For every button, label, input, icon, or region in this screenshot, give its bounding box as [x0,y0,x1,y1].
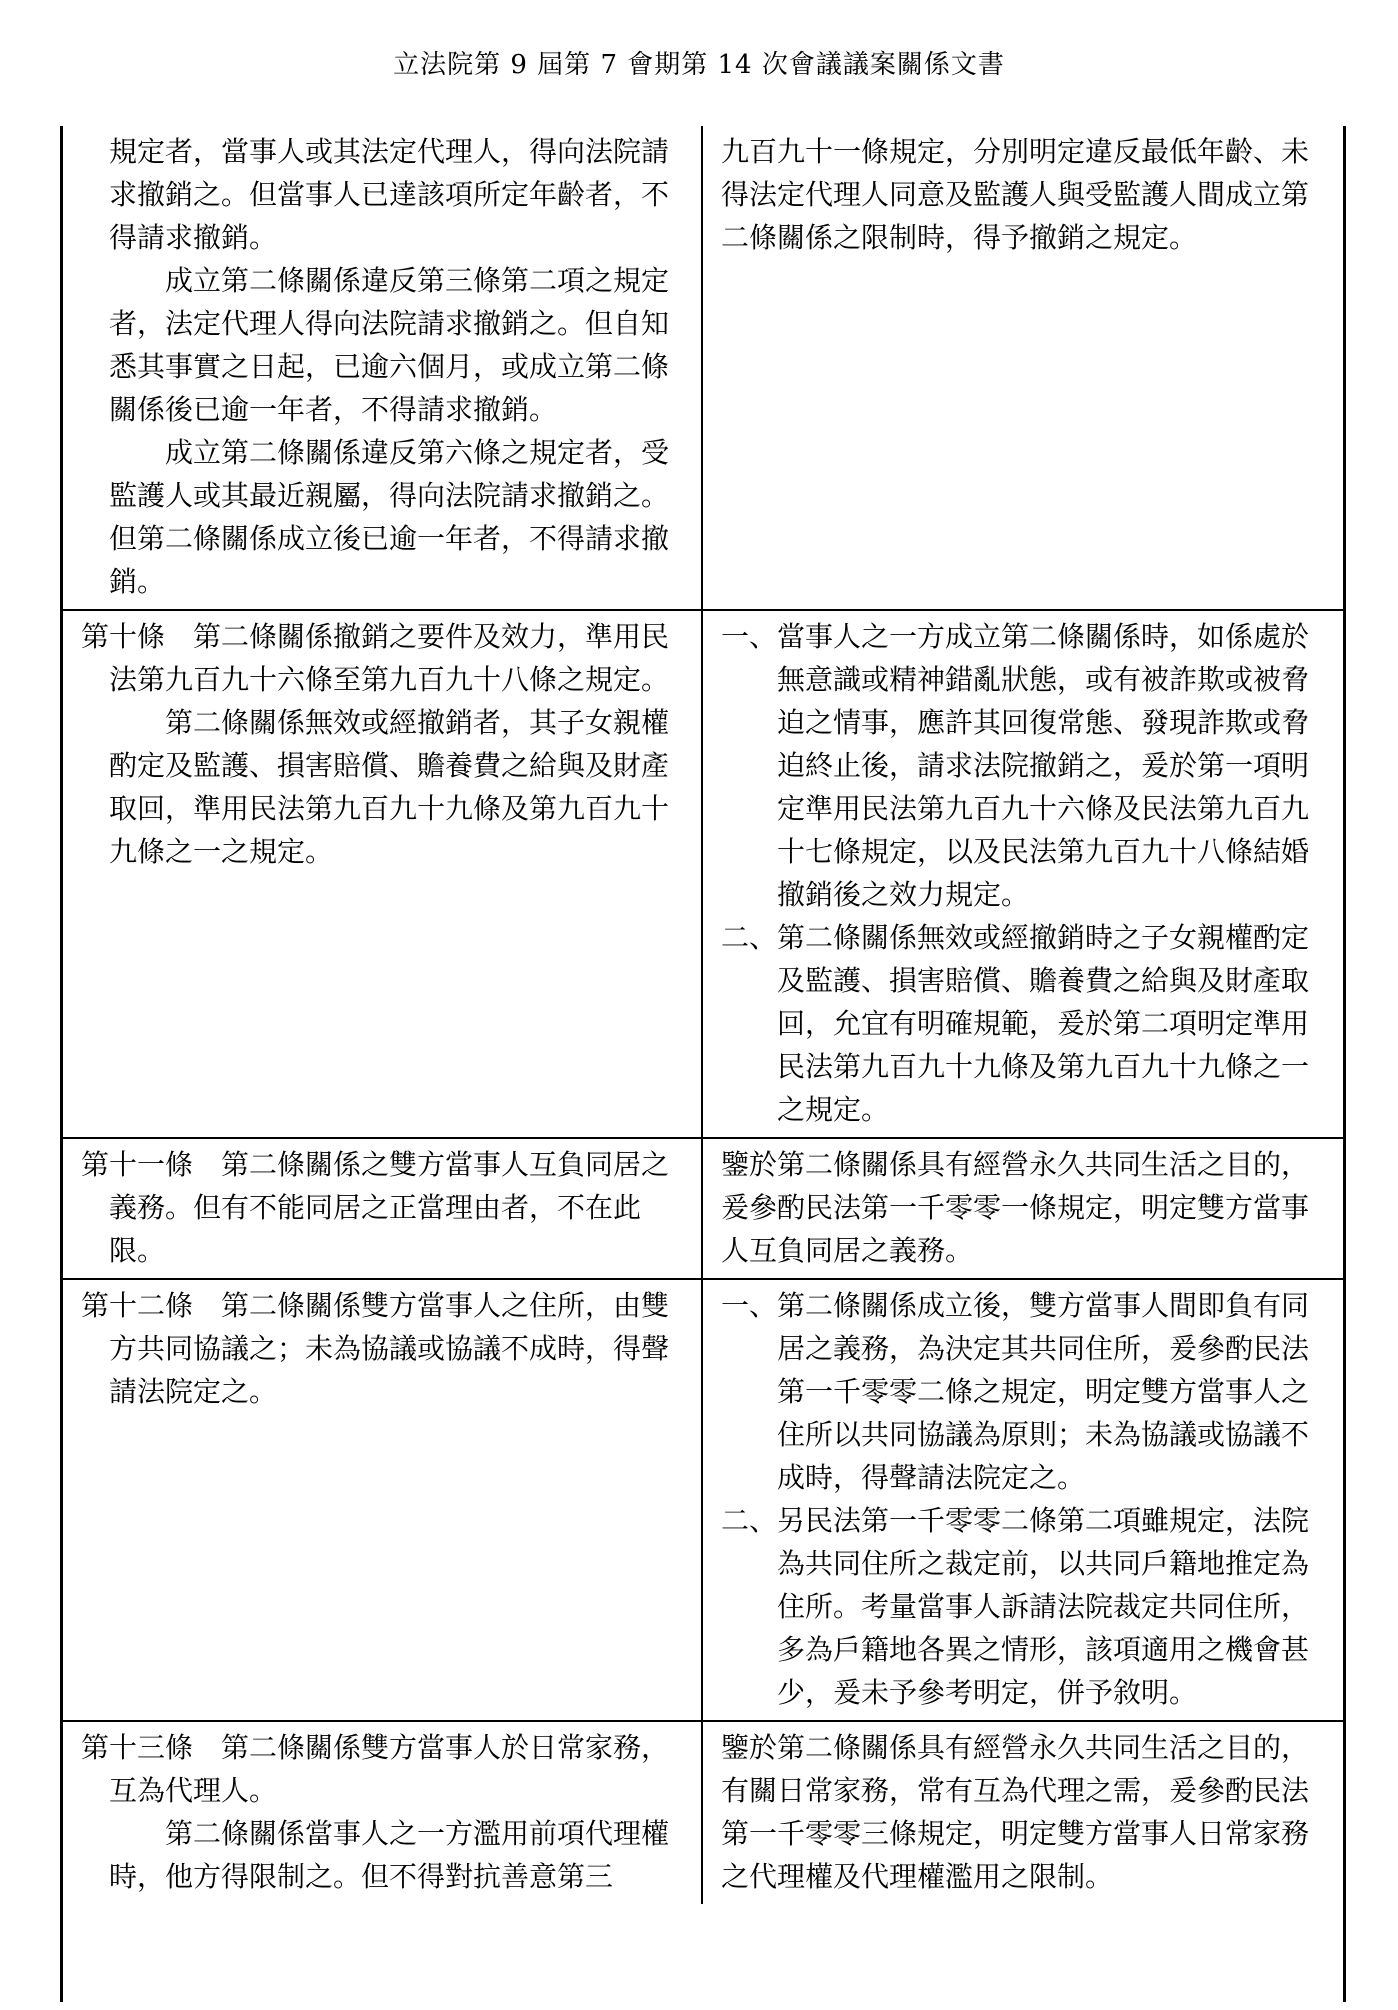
article-paragraph: 成立第二條關係違反第六條之規定者，受監護人或其最近親屬，得向法院請求撤銷之。但第二條關係成立後已逾一年者，不得請求撤銷。 [109,436,670,598]
explanation-cell [703,1722,1343,1904]
article-text-cell [63,1139,703,1278]
table-row [63,1720,1343,1904]
comparison-table [60,126,1346,2002]
article-text-cell [63,611,703,1137]
explanation-cell [703,1139,1343,1278]
explanation-paragraph: 鑒於第二條關係具有經營永久共同生活之目的，爰參酌民法第一千零零一條規定，明定雙方當事人互負同居之義務。 [721,1148,1310,1267]
explanation-item: 二、另民法第一千零零二條第二項雖規定，法院為共同住所之裁定前，以共同戶籍地推定為住所。考量當事人訴請法院裁定共同住所，多為戶籍地各異之情形，該項適用之機會甚少，爰未予參考明定，併予敘明。 [721,1504,1310,1709]
table-row [63,1278,1343,1720]
article-text-cell [63,126,703,609]
article-heading-paragraph: 第十一條 第二條關係之雙方當事人互負同居之義務。但有不能同居之正當理由者，不在此限。 [81,1148,670,1267]
explanation-item: 一、第二條關係成立後，雙方當事人間即負有同居之義務，為決定其共同住所，爰參酌民法第一千零零二條之規定，明定雙方當事人之住所以共同協議為原則；未為協議或協議不成時，得聲請法院定之。 [721,1289,1310,1494]
article-heading-paragraph: 第十二條 第二條關係雙方當事人之住所，由雙方共同協議之；未為協議或協議不成時，得聲請法院定之。 [81,1289,670,1408]
article-paragraph: 規定者，當事人或其法定代理人，得向法院請求撤銷之。但當事人已達該項所定年齡者，不得請求撤銷。 [109,135,670,254]
explanation-cell [703,126,1343,609]
explanation-item: 二、第二條關係無效或經撤銷時之子女親權酌定及監護、損害賠償、贍養費之給與及財產取回，允宜有明確規範，爰於第二項明定準用民法第九百九十九條及第九百九十九條之一之規定。 [721,921,1310,1126]
explanation-cell [703,611,1343,1137]
table-row [63,1137,1343,1278]
article-text-cell [63,1280,703,1720]
article-paragraph: 第二條關係無效或經撤銷者，其子女親權酌定及監護、損害賠償、贍養費之給與及財產取回，準用民法第九百九十九條及第九百九十九條之一之規定。 [109,706,670,868]
article-heading-paragraph: 第十三條 第二條關係雙方當事人於日常家務，互為代理人。 [81,1731,670,1807]
explanation-cell [703,1280,1343,1720]
article-paragraph: 成立第二條關係違反第三條第二項之規定者，法定代理人得向法院請求撤銷之。但自知悉其事實之日起，已逾六個月，或成立第二條關係後已逾一年者，不得請求撤銷。 [109,264,670,426]
explanation-item: 一、當事人之一方成立第二條關係時，如係處於無意識或精神錯亂狀態，或有被詐欺或被脅迫之情事，應許其回復常態、發現詐欺或脅迫終止後，請求法院撤銷之，爰於第一項明定準用民法第九百九十六條及民法第九百九十七條規定，以及民法第九百九十八條結婚撤銷後之效力規定。 [721,620,1310,911]
table-row [63,609,1343,1137]
article-paragraph: 第二條關係當事人之一方濫用前項代理權時，他方得限制之。但不得對抗善意第三 [109,1817,670,1893]
table-row [63,126,1343,609]
article-heading-paragraph: 第十條 第二條關係撤銷之要件及效力，準用民法第九百九十六條至第九百九十八條之規定。 [81,620,670,696]
page-header: 立法院第 9 屆第 7 會期第 14 次會議議案關係文書 [393,50,1005,80]
article-text-cell [63,1722,703,1904]
explanation-paragraph: 鑒於第二條關係具有經營永久共同生活之目的，有關日常家務，常有互為代理之需，爰參酌民法第一千零零三條規定，明定雙方當事人日常家務之代理權及代理權濫用之限制。 [721,1731,1310,1893]
explanation-paragraph: 九百九十一條規定，分別明定違反最低年齡、未得法定代理人同意及監護人與受監護人間成立第二條關係之限制時，得予撤銷之規定。 [721,135,1310,254]
